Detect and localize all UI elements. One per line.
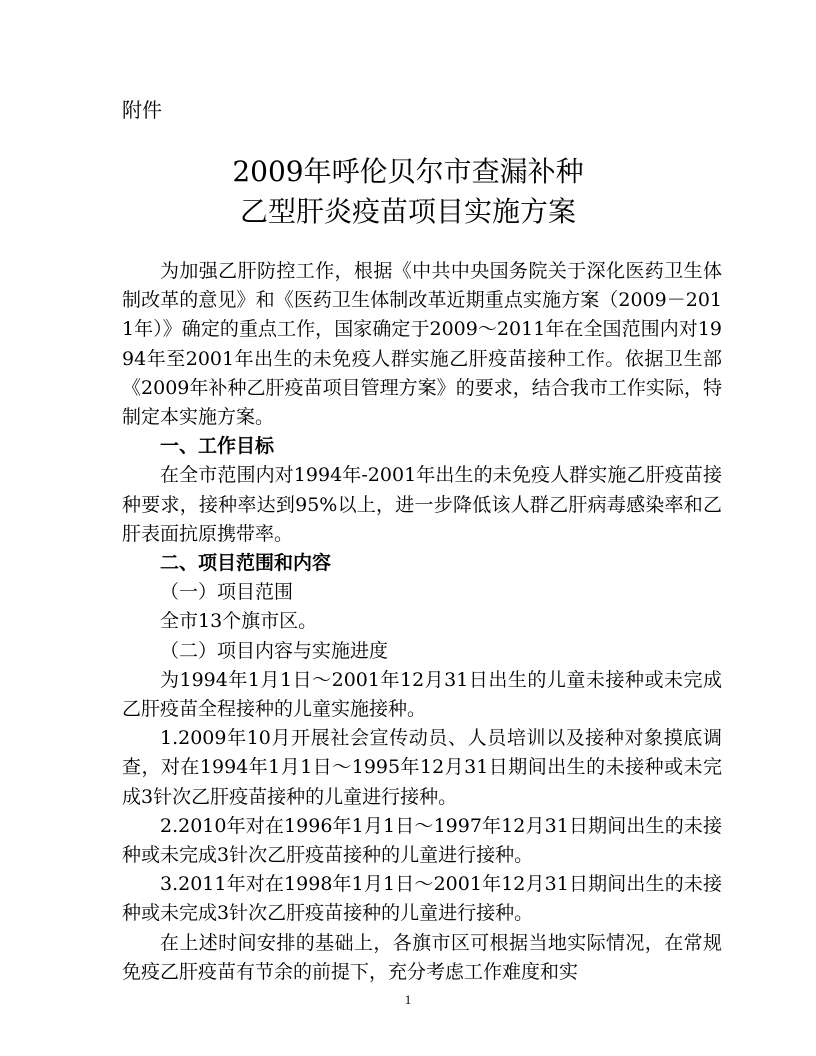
section-heading-scope-content: 二、项目范围和内容	[160, 552, 332, 575]
attachment-label: 附件	[122, 98, 162, 122]
page-number: 1	[404, 992, 412, 1007]
continuation-paragraph: 在上述时间安排的基础上，各旗市区可根据当地实际情况，在常规免疫乙肝疫苗有节余的前提下，充分考虑工作难度和实	[122, 931, 722, 983]
subheading-content-schedule: （二）项目内容与实施进度	[160, 639, 389, 662]
document-title-line-1: 2009年呼伦贝尔市查漏补种	[232, 155, 584, 188]
work-goal-paragraph: 在全市范围内对1994年-2001年出生的未免疫人群实施乙肝疫苗接种要求，接种率达到95%以上，进一步降低该人群乙肝病毒感染率和乙肝表面抗原携带率。	[122, 464, 722, 545]
intro-paragraph: 为加强乙肝防控工作，根据《中共中央国务院关于深化医药卫生体制改革的意见》和《医药卫生体制改革近期重点实施方案（2009－2011年）》确定的重点工作，国家确定于2009～2011年在全国范围内对1994年至2001年出生的未免疫人群实施乙肝疫苗接种工作。依据卫生部《2009年补种乙肝疫苗项目管理方案》的要求，结合我市工作实际，特制定本实施方案。	[122, 260, 722, 429]
schedule-item-1: 1.2009年10月开展社会宣传动员、人员培训以及接种对象摸底调查，对在1994年1月1日～1995年12月31日期间出生的未接种或未完成3针次乙肝疫苗接种的儿童进行接种。	[122, 727, 722, 808]
document-body	[122, 257, 722, 987]
document-title-line-2: 乙型肝炎疫苗项目实施方案	[239, 195, 576, 228]
schedule-item-2: 2.2010年对在1996年1月1日～1997年12月31日期间出生的未接种或未完成3针次乙肝疫苗接种的儿童进行接种。	[122, 814, 722, 867]
subheading-scope: （一）项目范围	[160, 581, 294, 604]
section-heading-work-goal: 一、工作目标	[160, 435, 275, 458]
scope-paragraph: 全市13个旗市区。	[160, 610, 318, 633]
content-paragraph: 为1994年1月1日～2001年12月31日出生的儿童未接种或未完成乙肝疫苗全程接种的儿童实施接种。	[122, 668, 722, 721]
schedule-item-3: 3.2011年对在1998年1月1日～2001年12月31日期间出生的未接种或未完成3针次乙肝疫苗接种的儿童进行接种。	[122, 873, 722, 925]
